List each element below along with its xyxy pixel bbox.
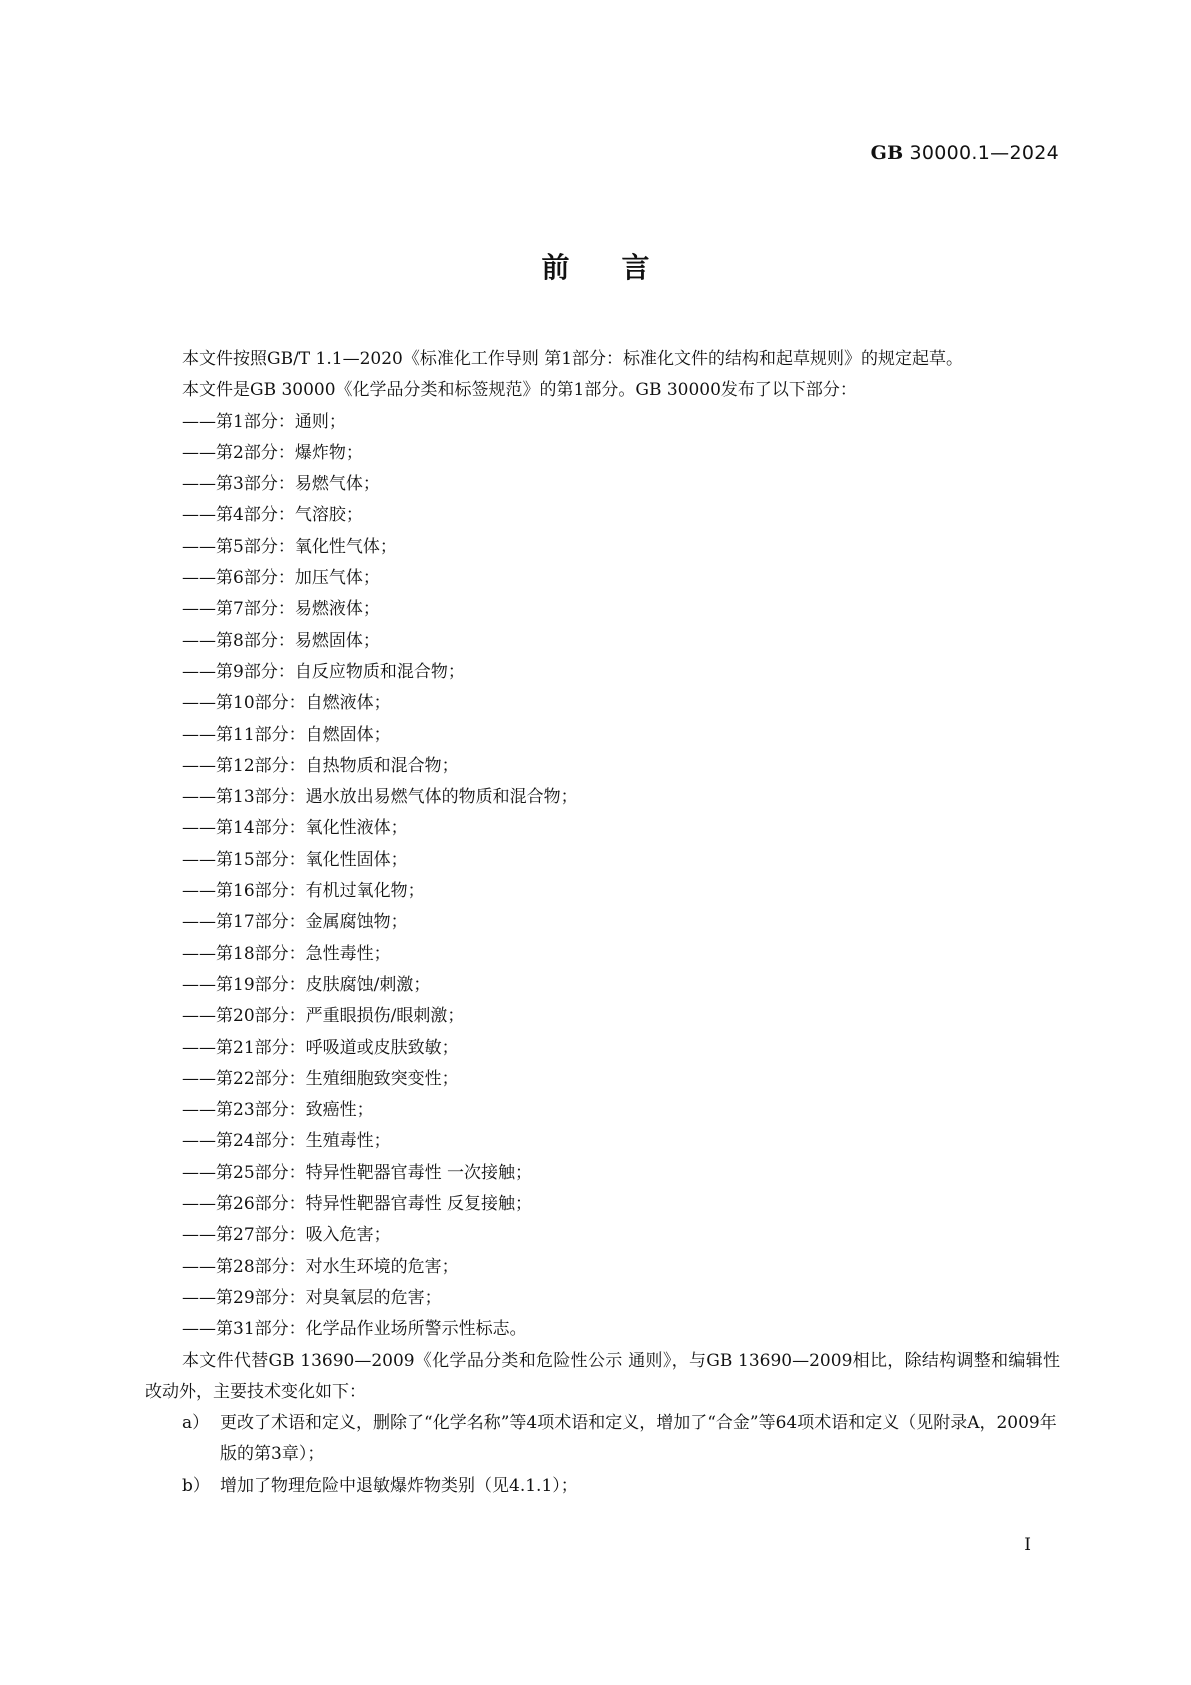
list-item: ——第25部分：特异性靶器官毒性 一次接触；	[182, 1162, 533, 1183]
list-item: ——第24部分：生殖毒性；	[182, 1131, 391, 1152]
list-item: ——第17部分：金属腐蚀物；	[182, 912, 408, 933]
change-item-text: 增加了物理危险中退敏爆炸物类别（见4.1.1）；	[220, 1475, 578, 1496]
change-item-text: 更改了术语和定义，删除了“化学名称”等4项术语和定义，增加了“合金”等64项术语和定义（见附录A，2009年版的第3章）；	[220, 1413, 1057, 1465]
standard-number: 30000.1—2024	[909, 142, 1059, 164]
page-number: I	[1024, 1535, 1031, 1555]
list-item: ——第5部分：氧化性气体；	[182, 536, 397, 557]
list-item: ——第20部分：严重眼损伤/眼刺激；	[182, 1006, 465, 1027]
change-item-label: a）	[182, 1413, 210, 1434]
list-item: ——第29部分：对臭氧层的危害；	[182, 1287, 442, 1308]
document-body	[145, 344, 1060, 1502]
list-item: ——第3部分：易燃气体；	[182, 474, 380, 495]
page-title: 前言	[541, 251, 702, 284]
list-item: ——第21部分：呼吸道或皮肤致敏；	[182, 1037, 459, 1058]
list-item: ——第15部分：氧化性固体；	[182, 849, 408, 870]
change-item	[145, 1471, 1060, 1502]
list-item: ——第14部分：氧化性液体；	[182, 818, 408, 839]
list-item: ——第12部分：自热物质和混合物；	[182, 755, 459, 776]
replacement-paragraph: 本文件代替GB 13690—2009《化学品分类和危险性公示 通则》，与GB 13690—2009相比，除结构调整和编辑性改动外，主要技术变化如下：	[145, 1350, 1060, 1402]
standard-prefix: GB	[870, 142, 904, 164]
list-item: ——第19部分：皮肤腐蚀/刺激；	[182, 974, 431, 995]
list-item: ——第10部分：自燃液体；	[182, 693, 391, 714]
intro-paragraph-1: 本文件按照GB/T 1.1—2020《标准化工作导则 第1部分：标准化文件的结构和起草规则》的规定起草。	[182, 349, 964, 369]
list-item: ——第18部分：急性毒性；	[182, 943, 391, 964]
list-item: ——第23部分：致癌性；	[182, 1100, 374, 1121]
parts-list	[145, 407, 1060, 1346]
list-item: ——第7部分：易燃液体；	[182, 599, 380, 620]
list-item: ——第8部分：易燃固体；	[182, 630, 380, 651]
list-item: ——第27部分：吸入危害；	[182, 1225, 391, 1246]
list-item: ——第4部分：气溶胶；	[182, 505, 363, 526]
list-item: ——第22部分：生殖细胞致突变性；	[182, 1068, 459, 1089]
list-item: ——第9部分：自反应物质和混合物；	[182, 661, 465, 682]
changes-list	[145, 1408, 1060, 1502]
list-item: ——第1部分：通则；	[182, 411, 346, 432]
standard-code	[871, 142, 1059, 164]
list-item: ——第26部分：特异性靶器官毒性 反复接触；	[182, 1194, 533, 1215]
list-item: ——第11部分：自燃固体；	[182, 724, 391, 745]
list-item: ——第2部分：爆炸物；	[182, 442, 363, 463]
list-item: ——第16部分：有机过氧化物；	[182, 881, 425, 902]
list-item: ——第13部分：遇水放出易燃气体的物质和混合物；	[182, 787, 578, 808]
intro-paragraph-2: 本文件是GB 30000《化学品分类和标签规范》的第1部分。GB 30000发布了以下部分：	[182, 380, 857, 401]
change-item-label: b）	[182, 1475, 210, 1496]
list-item: ——第31部分：化学品作业场所警示性标志。	[182, 1319, 527, 1340]
list-item: ——第28部分：对水生环境的危害；	[182, 1256, 459, 1277]
list-item: ——第6部分：加压气体；	[182, 568, 380, 589]
change-item	[145, 1408, 1060, 1471]
